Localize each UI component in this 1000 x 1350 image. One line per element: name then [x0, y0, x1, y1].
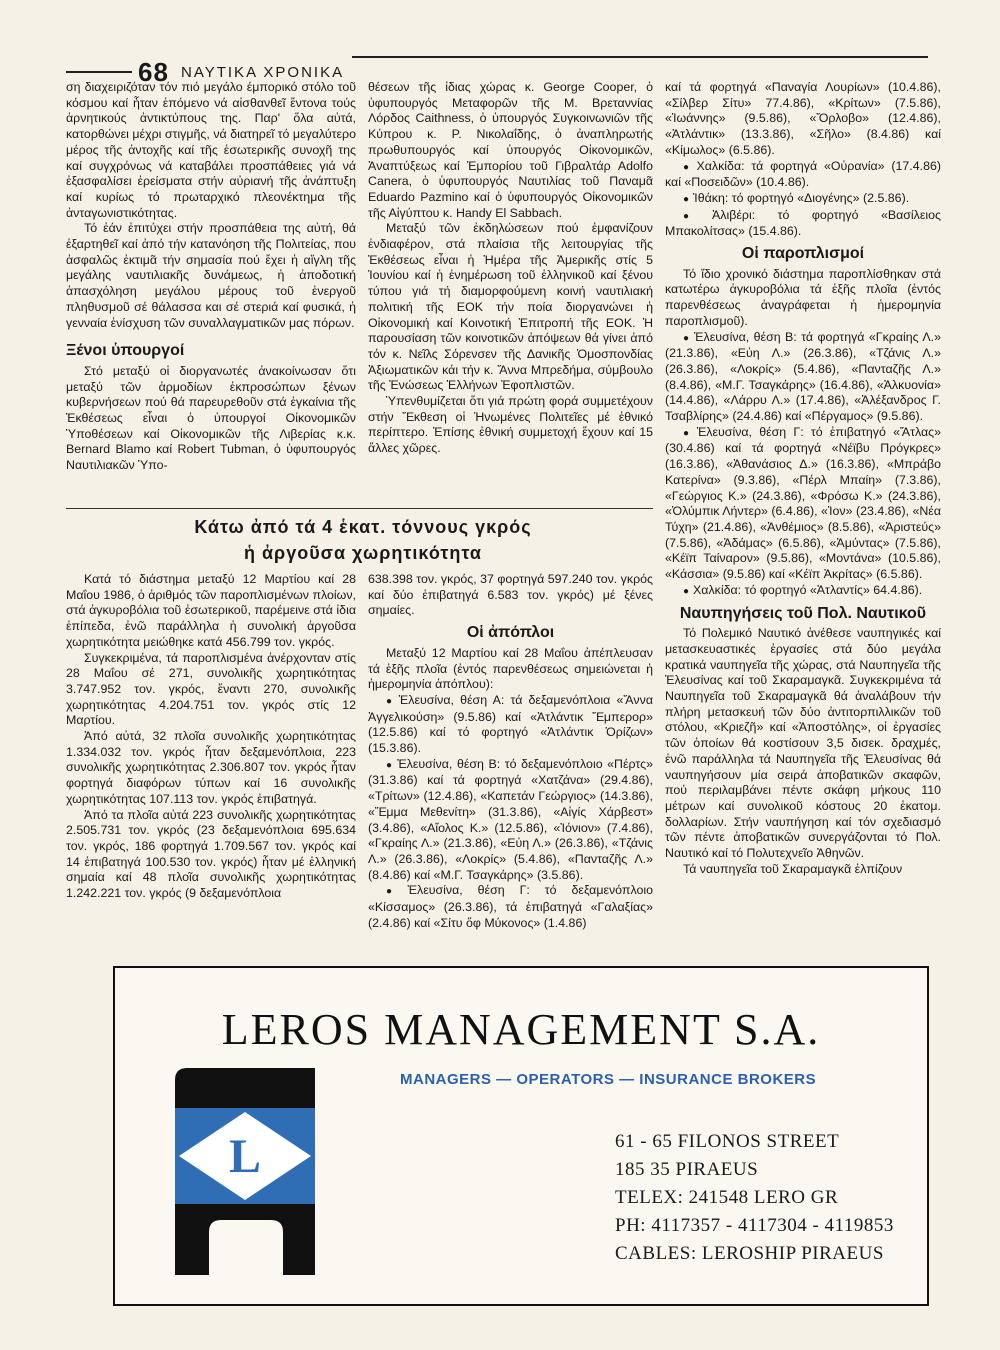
- page-number: 68: [138, 57, 169, 87]
- section-heading-departures: Οἱ ἀπόπλοι: [466, 624, 555, 642]
- bullet-item: ● Ἐλευσίνα, θέση Γ: τό ἐπιβατηγό «Ἄτλας» (30.4.86) καί τά φορτηγά «Νέϊβυ Πρόγκρες» (16.3.86), «Ἀθανάσιος Δ.» (16.3.86), «Μπράβο Κατερίνα» (9.3.86), «Πέρλ Μπαίη» (7.3.86), «Γεώργιος Κ.» (24.3.86), «Φρόσω Κ.» (24.3.86), «Ὀλύμπικ Λήντερ» (6.4.86), «Ἰον» (23.4.86), «Νέα Τύχη» (21.4.86), «Ἀνθέμιος» (8.5.86), «Ἀριστεύς» (7.5.86), «Ἀδάμας» (6.5.86), «Ἀμύντας» (7.5.86), «Κέϊπ Ταίναρον» (9.5.86), «Μοντάνα» (10.5.86), «Κάσσια» (9.5.86) καί «Κέϊπ Ἀκρίτας» (6.5.86).: [665, 424, 941, 582]
- bullet-icon: ●: [683, 427, 693, 439]
- bullet-icon: ●: [683, 161, 693, 173]
- column-3: [665, 80, 941, 877]
- paragraph: ση διαχειριζόταν τόν πιό μεγάλο έμπορικό στόλο τοῦ κόσμου καί ἦταν ἐπόμενο νά αἰσθανθεῖ ἔντονα τούς ἀρνητικούς ἀντικτύπους της. Παρ' ὅλα αὐτά, κατορθώνει μέχρι στιγμῆς, νά διατηρεῖ τό μεγαλύτερο μέρος τῆς ἀντοχῆς καί τῆς ἐσωτερικῆς συνοχῆ της καί συγχρόνως νά καταβάλει προσπάθειες γιά νά ἐξασφαλίσει ἐρείσματα στήν αὐριανή τῆς ἀνάπτυξη καί κυρίως τό πρωταρχικό πλεονέκτημα τῆς ἀνταγωνιστικότητας.: [66, 80, 356, 220]
- bullet-item: ● Ἐλευσίνα, θέση Β: τά φορτηγά «Γκραίης Λ.» (21.3.86), «Εὐη Λ.» (26.3.86), «Τζάνις Λ.» (26.3.86), «Λοκρίς» (5.4.86), «Πανταζῆς Λ.» (8.4.86), «Μ.Γ. Τσαγκάρης» (16.4.86), «Ἀλκυονία» (14.4.86), «Λάρρυ Λ.» (17.4.86), «Ἀλέξανδρος Γ. Τσαβλίρης» (24.4.86) καί «Πέργαμος» (9.5.86).: [665, 329, 941, 424]
- paragraph: 638.398 τον. γκρός, 37 φορτηγά 597.240 τον. γκρός καί δύο ἐπιβατηγά 6.583 τον. γκρός) μέ ξένες σημαίες.: [368, 572, 653, 618]
- ad-company-name: LEROS MANAGEMENT S.A.: [221, 1005, 821, 1054]
- section-heading-laid-up: Οἱ παροπλισμοί: [741, 245, 865, 263]
- headline-line-2: ἡ ἀργοῦσα χωρητικότητα: [244, 543, 482, 563]
- ad-phone: PH: 4117357 - 4117304 - 4119853: [615, 1215, 894, 1236]
- column-1: [66, 80, 356, 474]
- paragraph: Κατά τό διάστημα μεταξύ 12 Μαρτίου καί 28 Μαΐου 1986, ὁ ἀριθμός τῶν παροπλισμένων πλοίων, στά ἀγκυροβόλια τοῦ ἐσωτερικοῦ, παρέμεινε στά ἰδια ἐπίπεδα, ἐνῶ παράλληλα ἡ συνολική ἀργοῦσα χωρητικότητα μειώθηκε κατά 456.799 τον. γκρός.: [66, 572, 356, 649]
- bullet-item: ● Ἐλευσίνα, θέση Γ: τό δεξαμενόπλοιο «Κίσσαμος» (26.3.86), τά ἐπιβατηγά «Γαλαξίας» (2.4.86) καί «Σίτυ ὄφ Μύκονος» (1.4.86): [368, 883, 653, 930]
- ad-telex: TELEX: 241548 LERO GR: [615, 1187, 839, 1208]
- headline-line-1: Κάτω ἀπό τά 4 ἑκατ. τόννους γκρός: [194, 517, 532, 537]
- article-separator: [66, 508, 653, 509]
- logo-letter: L: [228, 1130, 262, 1183]
- bullet-item: ● Χαλκίδα: τό φορτηγό «Ἀτλαντίς» 64.4.86).: [683, 582, 923, 597]
- paragraph: θέσεων τῆς ἰδιας χώρας κ. George Cooper, ὁ ὑφυπουργός Μεταφορῶν τῆς Μ. Βρεταννίας Λόρδος Caithness, ὁ ὑπουργός Συγκοινωνιῶν τῆς Κύπρου κ. Ρ. Νικολαΐδης, ὁ ἀναπληρωτής πρωθυπουργός καί ὑπουργός Οἰκονομικῶν, Ἀναπτύξεως καί Ἐμπορίου τοῦ Γιβραλτάρ Adolfo Canera, ὁ ὑφυπουργός Ναυτιλίας τοῦ Παναμᾶ Eduardo Pazmino καί ὁ ὑφυπουργός Οἰκονομικῶν τῆς Αἰγύπτου κ. Handy El Sabbach.: [368, 80, 653, 220]
- paragraph: Μεταξύ 12 Μαρτίου καί 28 Μαΐου ἀπέπλευσαν τά ἑξῆς πλοῖα (ἐντός παρενθέσεως σημειώνεται ἡ ἡμερομηνία ἀπόπλου):: [368, 645, 653, 692]
- bullet-icon: ●: [386, 695, 395, 707]
- section-heading-foreign-ministers: Ξένοι ὑπουργοί: [66, 342, 185, 360]
- bullet-icon: ●: [683, 585, 690, 597]
- header-rule-right: [352, 56, 928, 58]
- ad-cables: CABLES: LEROSHIP PIRAEUS: [615, 1243, 884, 1264]
- article2-column-1: [66, 572, 356, 902]
- paragraph: καί τά φορτηγά «Παναγία Λουρίων» (10.4.86), «Σίλβερ Σίτυ» 77.4.86), «Κρίτων» (7.5.86), «Ἰωάννης» (9.5.86), «Ὄρλοβο» (12.4.86), «Ἀτλάντικ» (13.3.86), «Σῆλο» (8.4.86) καί «Κίμωλος» (6.5.86).: [665, 80, 941, 157]
- paragraph: Συγκεκριμένα, τά παροπλισμένα ἀνέρχονταν στίς 28 Μαΐου σέ 271, συνολικῆς χωρητικότητας 3.747.952 τον. γκρός, ἔναντι 270, συνολικῆς χωρητικότητας 4.204.751 τον. γκρός στίς 12 Μαρτίου.: [66, 650, 356, 728]
- ad-tagline: MANAGERS — OPERATORS — INSURANCE BROKERS: [400, 1071, 817, 1088]
- paragraph: Τό ἴδιο χρονικό διάστημα παροπλίσθηκαν στά κατωτέρω ἀγκυροβόλια τά ἑξῆς πλοῖα (ἐντός παρενθέσεως ἀναγράφεται ἡ ἡμερομηνία παροπλισμοῦ).: [665, 266, 941, 328]
- article-headline: [74, 514, 652, 566]
- column-2: [368, 80, 653, 457]
- bullet-item: ● Ἰθάκη: τό φορτηγό «Διογένης» (2.5.86).: [683, 190, 910, 205]
- bullet-item: ● Ἀλιβέρι: τό φορτηγό «Βασίλειος Μπακολίτσας» (15.4.86).: [665, 207, 941, 239]
- article2-column-2: [368, 572, 653, 931]
- paragraph: Ὑπενθυμίζεται ὅτι γιά πρώτη φορά συμμετέχουν στήν Ἔκθεση οἱ Ἡνωμένες Πολιτεῖες μέ ἐθνικό περίπτερο. Ἐπίσης ἐθνική συμμετοχή ἔχουν καί 15 ἄλλες χῶρες.: [368, 394, 653, 456]
- paragraph: Στό μεταξύ οἱ διοργανωτές ἀνακοίνωσαν ὅτι μεταξύ τῶν ἁρμοδίων ἐκπροσώπων ξένων κυβερνήσεων πού θά παρευρεθοῦν στά ἐγκαίνια τῆς Ἐκθέσεως εἶναι ὁ ὑπουργοί Οἰκονομικῶν Ὑποθέσεων καί Οἰκονομικῶν τῆς Λιβερίας κ.κ. Bernard Blamo καί Robert Tubman, ὁ ὑφυπουργός Ναυτιλιακῶν Ὑπο-: [66, 363, 356, 473]
- bullet-item: ● Ἐλευσίνα, θέση Α: τά δεξαμενόπλοια «Ἄννα Ἀγγελικούση» (9.5.86) καί «Ἀτλάντικ Ἔμπερορ» (12.5.86) καί τό φορτηγό «Ἀτλάντικ Ὁρίζων» (15.3.86).: [368, 692, 653, 756]
- ad-city: 185 35 PIRAEUS: [615, 1159, 759, 1180]
- paragraph: Ἀπό αὐτά, 32 πλοῖα συνολικῆς χωρητικότητας 1.334.032 τον. γκρός ἦταν δεξαμενόπλοια, 223 συνολικῆς χωρητικότητας 2.306.807 τον. γκρός ἦταν φορτηγά διαφόρων τύπων καί 16 συνολικῆς χωρητικότητας 107.113 τον. γκρός ἐπιβατηγά.: [66, 729, 356, 806]
- paragraph: Τό ἐάν ἐπιτύχει στήν προσπάθεια της αὐτή, θά ἐξαρτηθεῖ καί ἀπό τήν κατανόηση τῆς Πολιτείας, που ἀσφαλῶς ἐκτιμᾶ τήν σημασία πού ἔχει ἡ αἴγλη τῆς μεγάλης ναυτιλιακῆς δυνάμεως, ἡ ἀποδοτική ἀπασχόληση μεγάλου μέρους τοῦ ἐνεργοῦ πληθυσμοῦ σέ θάλασσα και σέ στεριά καί φυσικά, ἡ γενναία ἐνίσχυση τῶν συναλλαγματικῶν μας πόρων.: [66, 221, 356, 330]
- bullet-icon: ●: [683, 210, 709, 222]
- section-heading-shipyards: Ναυπηγήσεις τοῦ Πολ. Ναυτικοῦ: [679, 604, 927, 622]
- paragraph: Τό Πολεμικό Ναυτικό ἀνέθεσε ναυπηγικές καί μετασκευαστικές ἐργασίες στά δύο μεγάλα κρατικά ναυπηγεῖα τῆς χώρας, στά Ναυπηγεῖα τῆς Ἐλευσίνας καί τοῦ Σκαραμαγκᾶ. Συγκεκριμένα τά Ναυπηγεῖα τοῦ Σκαραμαγκᾶ θά ἀναλάβουν τήν πλήρη μετασκευή τῶν δύο ἀντιτορπιλλικῶν τοῦ στόλου, «Κριεζῆ» καί «Ἀποστόλης», οἱ ἐργασίες τῶν ὁποίων θά κοστίσουν 3,5 δισεκ. δραχμές, ἐνῶ παράλληλα τά Ναυπηγεῖα τῆς Ἐλευσίνας θά ναυπηγήσουν μία σειρά ἀποβατικῶν σκαφῶν, πού περιλαμβάνει πέντε σκάφη μήκους 110 μέτρων καί συνολικοῦ κόστους 20 ἑκατομ. δολλαρίων. Στήν ναυπήγηση καί τόν σχεδιασμό τῶν πέντε ἀποβατικῶν συνεργάζονται τό Πολ. Ναυτικό καί τό Πολυτεχνεῖο Ἀθηνῶν.: [665, 626, 941, 861]
- bullet-icon: ●: [386, 759, 394, 771]
- header-rule-left: [66, 71, 132, 73]
- publication-name: ΝΑΥΤΙΚΑ ΧΡΟΝΙΚΑ: [181, 64, 345, 81]
- bullet-item: ● Ἐλευσίνα, θέση Β: τό δεξαμενόπλοιο «Πέρτς» (31.3.86) καί τά φορτηγά «Χατζάνα» (29.4.86), «Τρίτων» (12.4.86), «Καπετάν Γεώργιος» (14.3.86), «Ἔμμα Μεθενίτη» (31.3.86), «Αἰγίς Χάρβεστ» (3.4.86), «Αἴολος Κ.» (12.5.86), «Ἰόνιον» (7.4.86), «Γκραίης Λ.» (21.3.86), «Εὐη Λ.» (26.3.86), «Τζάνις Λ.» (26.3.86), «Λοκρίς» (5.4.86), «Πανταζῆς Λ.» (8.4.86) καί «Μ.Γ. Τσαγκάρης» (3.5.86).: [368, 756, 653, 882]
- leros-logo-icon: [165, 1060, 325, 1275]
- paragraph: Μεταξύ τῶν ἐκδηλώσεων πού ἐμφανίζουν ἐνδιαφέρον, στά πλαίσια τῆς λειτουργίας τῆς Ἐκθέσεως εἶναι ἡ Ἡμέρα τῆς Ἀμερικῆς στίς 5 Ἰουνίου καί ἡ ἐνημέρωση τοῦ ἑλληνικοῦ καί ξένου τύπου γιά τή διαμορφούμενη κοινή ναυτιλιακή πολιτική τῆς ΕΟΚ τήν ποία διοργανώνει ἡ Οἰκονομική καί Κοινοτική Ἐπιτροπή τῆς ΕΟΚ. Ἡ παρουσίαση τῶν κοινοτικῶν ἀπόψεων θά γίνει ἀπό τόν κ. Νεῖλς Σόρενσεν τῆς Δανικῆς Ὁμοσπονδίας Ἀξιωματικῶν κάι τήν κ. Ἄννα Μπρεδήμα, σύμβουλο τῆς Ἑνώσεως Ἑλλήνων Ἐφοπλιστῶν.: [368, 221, 653, 393]
- bullet-icon: ●: [683, 193, 690, 205]
- ad-street: 61 - 65 FILONOS STREET: [615, 1131, 840, 1152]
- paragraph: Τά ναυπηγεῖα τοῦ Σκαραμαγκᾶ ἐλπίζουν: [683, 861, 903, 876]
- ad-address-block: [615, 1128, 894, 1268]
- leros-advertisement: [113, 966, 929, 1306]
- bullet-item: ● Χαλκίδα: τά φορτηγά «Οὐρανία» (17.4.86) καί «Ποσειδῶν» (10.4.86).: [665, 158, 941, 190]
- bullet-icon: ●: [683, 332, 691, 344]
- paragraph: Ἀπό τα πλοῖα αὐτά 223 συνολικῆς χωρητικότητας 2.505.731 τον. γκρός (23 δεξαμενόπλοια 695.634 τον. γκρός, 186 φορτηγά 1.709.567 τον. γκρός καί 14 ἐπιβατηγά 100.530 τον. γκρός) ἦταν μέ ἑλληνική σημαία καί 48 πλοῖα συνολικῆς χωρητικότητας 1.242.221 τον. γκρός (9 δεξαμενόπλοια: [66, 807, 356, 901]
- bullet-icon: ●: [386, 886, 404, 898]
